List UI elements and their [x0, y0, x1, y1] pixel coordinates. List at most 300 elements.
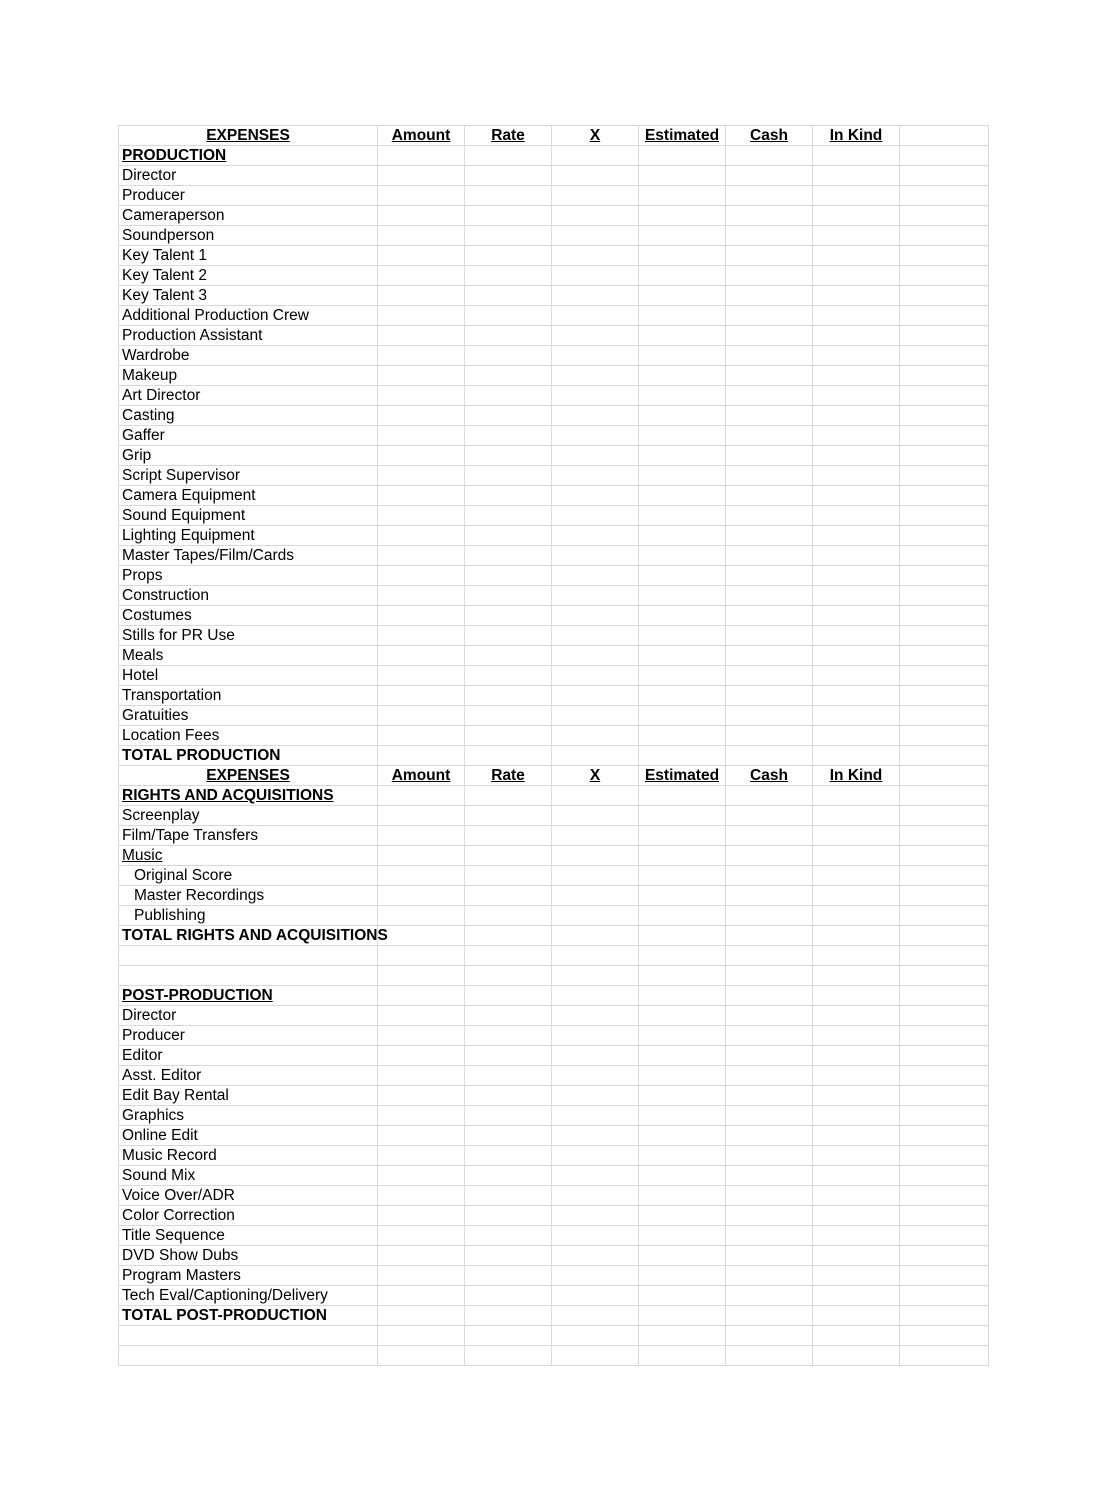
empty-cell[interactable]: [726, 726, 813, 746]
empty-cell[interactable]: [378, 1146, 465, 1166]
empty-cell[interactable]: [900, 846, 989, 866]
empty-cell[interactable]: [639, 206, 726, 226]
empty-cell[interactable]: [813, 606, 900, 626]
empty-cell[interactable]: [726, 966, 813, 986]
empty-cell[interactable]: [813, 366, 900, 386]
empty-cell[interactable]: [900, 1346, 989, 1366]
empty-cell[interactable]: [465, 226, 552, 246]
empty-cell[interactable]: [378, 866, 465, 886]
empty-cell[interactable]: [552, 526, 639, 546]
empty-cell[interactable]: [378, 346, 465, 366]
empty-cell[interactable]: [378, 606, 465, 626]
empty-cell[interactable]: [552, 1306, 639, 1326]
empty-cell[interactable]: [465, 526, 552, 546]
empty-cell[interactable]: [813, 1186, 900, 1206]
empty-cell[interactable]: [900, 226, 989, 246]
empty-cell[interactable]: [900, 1046, 989, 1066]
empty-cell[interactable]: [552, 706, 639, 726]
empty-cell[interactable]: [726, 206, 813, 226]
empty-cell[interactable]: [378, 426, 465, 446]
empty-cell[interactable]: [900, 566, 989, 586]
empty-cell[interactable]: [552, 306, 639, 326]
empty-cell[interactable]: [552, 726, 639, 746]
empty-cell[interactable]: [813, 546, 900, 566]
empty-cell[interactable]: [465, 1026, 552, 1046]
empty-cell[interactable]: [813, 386, 900, 406]
empty-cell[interactable]: [813, 1126, 900, 1146]
empty-cell[interactable]: [552, 1146, 639, 1166]
empty-cell[interactable]: [900, 126, 989, 146]
empty-cell[interactable]: [813, 286, 900, 306]
empty-cell[interactable]: [378, 1086, 465, 1106]
empty-cell[interactable]: [639, 1046, 726, 1066]
empty-cell[interactable]: [378, 906, 465, 926]
empty-cell[interactable]: [552, 1046, 639, 1066]
empty-cell[interactable]: [552, 746, 639, 766]
empty-cell[interactable]: [465, 306, 552, 326]
empty-cell[interactable]: [726, 466, 813, 486]
empty-cell[interactable]: [726, 1226, 813, 1246]
empty-cell[interactable]: [813, 446, 900, 466]
empty-cell[interactable]: [639, 846, 726, 866]
empty-cell[interactable]: [813, 1026, 900, 1046]
empty-cell[interactable]: [552, 286, 639, 306]
empty-cell[interactable]: [813, 1266, 900, 1286]
empty-cell[interactable]: [465, 246, 552, 266]
empty-cell[interactable]: [378, 926, 465, 946]
empty-cell[interactable]: [552, 1106, 639, 1126]
empty-cell[interactable]: [378, 1326, 465, 1346]
empty-cell[interactable]: [726, 1266, 813, 1286]
empty-cell[interactable]: [552, 1326, 639, 1346]
empty-cell[interactable]: [813, 166, 900, 186]
empty-cell[interactable]: [726, 446, 813, 466]
empty-cell[interactable]: [465, 966, 552, 986]
empty-cell[interactable]: [465, 1146, 552, 1166]
empty-cell[interactable]: [465, 806, 552, 826]
empty-cell[interactable]: [552, 146, 639, 166]
empty-cell[interactable]: [552, 1206, 639, 1226]
empty-cell[interactable]: [726, 286, 813, 306]
empty-cell[interactable]: [465, 986, 552, 1006]
empty-cell[interactable]: [726, 606, 813, 626]
empty-cell[interactable]: [639, 366, 726, 386]
empty-cell[interactable]: [639, 406, 726, 426]
empty-cell[interactable]: [726, 886, 813, 906]
empty-cell[interactable]: [726, 1046, 813, 1066]
empty-cell[interactable]: [639, 926, 726, 946]
empty-cell[interactable]: [813, 566, 900, 586]
empty-cell[interactable]: [465, 266, 552, 286]
empty-cell[interactable]: [900, 1066, 989, 1086]
empty-cell[interactable]: [726, 1186, 813, 1206]
empty-cell[interactable]: [465, 826, 552, 846]
empty-cell[interactable]: [726, 1346, 813, 1366]
empty-cell[interactable]: [900, 326, 989, 346]
empty-cell[interactable]: [552, 386, 639, 406]
empty-cell[interactable]: [900, 446, 989, 466]
empty-cell[interactable]: [465, 1126, 552, 1146]
empty-cell[interactable]: [813, 866, 900, 886]
empty-cell[interactable]: [726, 646, 813, 666]
empty-cell[interactable]: [639, 1186, 726, 1206]
empty-cell[interactable]: [639, 746, 726, 766]
empty-cell[interactable]: [726, 1086, 813, 1106]
empty-cell[interactable]: [378, 386, 465, 406]
empty-cell[interactable]: [726, 146, 813, 166]
empty-cell[interactable]: [900, 1326, 989, 1346]
empty-cell[interactable]: [378, 466, 465, 486]
empty-cell[interactable]: [813, 846, 900, 866]
empty-cell[interactable]: [552, 1026, 639, 1046]
empty-cell[interactable]: [552, 1066, 639, 1086]
empty-cell[interactable]: [378, 726, 465, 746]
empty-cell[interactable]: [726, 586, 813, 606]
empty-cell[interactable]: [465, 1286, 552, 1306]
empty-cell[interactable]: [900, 1206, 989, 1226]
empty-cell[interactable]: [726, 866, 813, 886]
empty-cell[interactable]: [726, 1006, 813, 1026]
empty-cell[interactable]: [726, 1026, 813, 1046]
empty-cell[interactable]: [900, 166, 989, 186]
empty-cell[interactable]: [813, 1346, 900, 1366]
empty-cell[interactable]: [552, 1286, 639, 1306]
empty-cell[interactable]: [639, 1146, 726, 1166]
empty-cell[interactable]: [378, 1026, 465, 1046]
empty-cell[interactable]: [726, 986, 813, 1006]
empty-cell[interactable]: [726, 946, 813, 966]
empty-cell[interactable]: [378, 846, 465, 866]
empty-cell[interactable]: [552, 1166, 639, 1186]
empty-cell[interactable]: [465, 606, 552, 626]
empty-cell[interactable]: [465, 346, 552, 366]
empty-cell[interactable]: [813, 486, 900, 506]
empty-cell[interactable]: [813, 706, 900, 726]
empty-cell[interactable]: [813, 1046, 900, 1066]
empty-cell[interactable]: [465, 1206, 552, 1226]
empty-cell[interactable]: [813, 686, 900, 706]
empty-cell[interactable]: [639, 166, 726, 186]
empty-cell[interactable]: [552, 966, 639, 986]
empty-cell[interactable]: [900, 1186, 989, 1206]
empty-cell[interactable]: [726, 846, 813, 866]
empty-cell[interactable]: [900, 366, 989, 386]
empty-cell[interactable]: [465, 946, 552, 966]
empty-cell[interactable]: [465, 446, 552, 466]
empty-cell[interactable]: [900, 606, 989, 626]
empty-cell[interactable]: [900, 266, 989, 286]
empty-cell[interactable]: [726, 1066, 813, 1086]
empty-cell[interactable]: [639, 1006, 726, 1026]
empty-cell[interactable]: [900, 966, 989, 986]
empty-cell[interactable]: [552, 586, 639, 606]
empty-cell[interactable]: [465, 506, 552, 526]
empty-cell[interactable]: [900, 906, 989, 926]
empty-cell[interactable]: [900, 626, 989, 646]
empty-cell[interactable]: [378, 946, 465, 966]
empty-cell[interactable]: [813, 1306, 900, 1326]
empty-cell[interactable]: [813, 666, 900, 686]
empty-cell[interactable]: [378, 246, 465, 266]
empty-cell[interactable]: [552, 1226, 639, 1246]
empty-cell[interactable]: [813, 906, 900, 926]
empty-cell[interactable]: [639, 586, 726, 606]
empty-cell[interactable]: [813, 1286, 900, 1306]
empty-cell[interactable]: [639, 226, 726, 246]
empty-cell[interactable]: [552, 346, 639, 366]
empty-cell[interactable]: [900, 426, 989, 446]
empty-cell[interactable]: [465, 286, 552, 306]
empty-cell[interactable]: [378, 446, 465, 466]
empty-cell[interactable]: [726, 1286, 813, 1306]
empty-cell[interactable]: [552, 826, 639, 846]
empty-cell[interactable]: [378, 366, 465, 386]
empty-cell[interactable]: [465, 366, 552, 386]
empty-cell[interactable]: [639, 1306, 726, 1326]
empty-cell[interactable]: [639, 526, 726, 546]
empty-cell[interactable]: [900, 686, 989, 706]
empty-cell[interactable]: [552, 926, 639, 946]
empty-cell[interactable]: [639, 1246, 726, 1266]
empty-cell[interactable]: [552, 566, 639, 586]
empty-cell[interactable]: [639, 566, 726, 586]
empty-cell[interactable]: [900, 346, 989, 366]
empty-cell[interactable]: [378, 1006, 465, 1026]
empty-cell[interactable]: [639, 666, 726, 686]
empty-cell[interactable]: [378, 286, 465, 306]
empty-cell[interactable]: [639, 286, 726, 306]
empty-cell[interactable]: [378, 1046, 465, 1066]
empty-cell[interactable]: [552, 506, 639, 526]
empty-cell[interactable]: [639, 726, 726, 746]
empty-cell[interactable]: [900, 206, 989, 226]
empty-cell[interactable]: [900, 746, 989, 766]
empty-cell[interactable]: [378, 306, 465, 326]
empty-cell[interactable]: [552, 606, 639, 626]
empty-cell[interactable]: [726, 786, 813, 806]
empty-cell[interactable]: [813, 306, 900, 326]
empty-cell[interactable]: [552, 946, 639, 966]
empty-cell[interactable]: [900, 706, 989, 726]
empty-cell[interactable]: [552, 226, 639, 246]
empty-cell[interactable]: [465, 586, 552, 606]
empty-cell[interactable]: [813, 646, 900, 666]
empty-cell[interactable]: [900, 986, 989, 1006]
empty-cell[interactable]: [900, 506, 989, 526]
empty-cell[interactable]: [465, 1266, 552, 1286]
empty-cell[interactable]: [900, 1306, 989, 1326]
empty-cell[interactable]: [900, 466, 989, 486]
empty-cell[interactable]: [465, 1346, 552, 1366]
empty-cell[interactable]: [726, 326, 813, 346]
empty-cell[interactable]: [465, 1086, 552, 1106]
empty-cell[interactable]: [465, 746, 552, 766]
empty-cell[interactable]: [639, 446, 726, 466]
empty-cell[interactable]: [465, 906, 552, 926]
empty-cell[interactable]: [900, 1026, 989, 1046]
empty-cell[interactable]: [378, 1166, 465, 1186]
empty-cell[interactable]: [552, 686, 639, 706]
empty-cell[interactable]: [465, 726, 552, 746]
empty-cell[interactable]: [900, 1226, 989, 1246]
empty-cell[interactable]: [726, 386, 813, 406]
empty-cell[interactable]: [639, 426, 726, 446]
empty-cell[interactable]: [639, 706, 726, 726]
empty-cell[interactable]: [378, 1266, 465, 1286]
empty-cell[interactable]: [552, 406, 639, 426]
empty-cell[interactable]: [813, 986, 900, 1006]
empty-cell[interactable]: [813, 206, 900, 226]
empty-cell[interactable]: [552, 666, 639, 686]
empty-cell[interactable]: [378, 166, 465, 186]
empty-cell[interactable]: [378, 666, 465, 686]
empty-cell[interactable]: [552, 206, 639, 226]
empty-cell[interactable]: [726, 486, 813, 506]
empty-cell[interactable]: [552, 1246, 639, 1266]
empty-cell[interactable]: [813, 1166, 900, 1186]
empty-cell[interactable]: [639, 1326, 726, 1346]
empty-cell[interactable]: [639, 486, 726, 506]
empty-cell[interactable]: [726, 1246, 813, 1266]
empty-cell[interactable]: [813, 966, 900, 986]
empty-cell[interactable]: [726, 406, 813, 426]
empty-cell[interactable]: [378, 546, 465, 566]
empty-cell[interactable]: [813, 406, 900, 426]
empty-cell[interactable]: [465, 846, 552, 866]
empty-cell[interactable]: [465, 186, 552, 206]
empty-cell[interactable]: [900, 526, 989, 546]
empty-cell[interactable]: [726, 426, 813, 446]
empty-cell[interactable]: [900, 186, 989, 206]
empty-cell[interactable]: [465, 1326, 552, 1346]
empty-cell[interactable]: [465, 1226, 552, 1246]
empty-cell[interactable]: [726, 1306, 813, 1326]
empty-cell[interactable]: [639, 266, 726, 286]
empty-cell[interactable]: [552, 1266, 639, 1286]
empty-cell[interactable]: [552, 186, 639, 206]
empty-cell[interactable]: [552, 806, 639, 826]
empty-cell[interactable]: [465, 206, 552, 226]
empty-cell[interactable]: [726, 926, 813, 946]
empty-cell[interactable]: [465, 406, 552, 426]
empty-cell[interactable]: [900, 1286, 989, 1306]
empty-cell[interactable]: [639, 246, 726, 266]
empty-cell[interactable]: [639, 1346, 726, 1366]
empty-cell[interactable]: [639, 1026, 726, 1046]
empty-cell[interactable]: [378, 826, 465, 846]
empty-cell[interactable]: [639, 1206, 726, 1226]
empty-cell[interactable]: [378, 1286, 465, 1306]
empty-cell[interactable]: [900, 586, 989, 606]
empty-cell[interactable]: [900, 926, 989, 946]
empty-cell[interactable]: [900, 646, 989, 666]
empty-cell[interactable]: [465, 646, 552, 666]
empty-cell[interactable]: [813, 346, 900, 366]
empty-cell[interactable]: [639, 606, 726, 626]
empty-cell[interactable]: [465, 146, 552, 166]
empty-cell[interactable]: [465, 426, 552, 446]
empty-cell[interactable]: [465, 866, 552, 886]
empty-cell[interactable]: [378, 1306, 465, 1326]
empty-cell[interactable]: [813, 946, 900, 966]
empty-cell[interactable]: [465, 326, 552, 346]
empty-cell[interactable]: [552, 366, 639, 386]
empty-cell[interactable]: [465, 1246, 552, 1266]
empty-cell[interactable]: [813, 1326, 900, 1346]
empty-cell[interactable]: [552, 546, 639, 566]
empty-cell[interactable]: [639, 966, 726, 986]
empty-cell[interactable]: [465, 1066, 552, 1086]
empty-cell[interactable]: [552, 626, 639, 646]
empty-cell[interactable]: [465, 666, 552, 686]
empty-cell[interactable]: [639, 946, 726, 966]
empty-cell[interactable]: [726, 906, 813, 926]
empty-cell[interactable]: [813, 1006, 900, 1026]
empty-cell[interactable]: [813, 1066, 900, 1086]
empty-cell[interactable]: [552, 1186, 639, 1206]
empty-cell[interactable]: [552, 326, 639, 346]
empty-cell[interactable]: [900, 1106, 989, 1126]
empty-cell[interactable]: [552, 166, 639, 186]
empty-cell[interactable]: [813, 186, 900, 206]
empty-cell[interactable]: [813, 1226, 900, 1246]
empty-cell[interactable]: [639, 346, 726, 366]
empty-cell[interactable]: [813, 886, 900, 906]
empty-cell[interactable]: [552, 426, 639, 446]
empty-cell[interactable]: [378, 526, 465, 546]
empty-cell[interactable]: [900, 786, 989, 806]
empty-cell[interactable]: [900, 886, 989, 906]
empty-cell[interactable]: [726, 266, 813, 286]
empty-cell[interactable]: [726, 1126, 813, 1146]
empty-cell[interactable]: [639, 326, 726, 346]
empty-cell[interactable]: [900, 306, 989, 326]
empty-cell[interactable]: [378, 626, 465, 646]
empty-cell[interactable]: [378, 1206, 465, 1226]
empty-cell[interactable]: [552, 866, 639, 886]
empty-cell[interactable]: [639, 866, 726, 886]
empty-cell[interactable]: [813, 506, 900, 526]
empty-cell[interactable]: [726, 746, 813, 766]
empty-cell[interactable]: [900, 1146, 989, 1166]
empty-cell[interactable]: [900, 546, 989, 566]
empty-cell[interactable]: [900, 826, 989, 846]
empty-cell[interactable]: [378, 1106, 465, 1126]
empty-cell[interactable]: [813, 726, 900, 746]
empty-cell[interactable]: [813, 826, 900, 846]
empty-cell[interactable]: [552, 486, 639, 506]
empty-cell[interactable]: [639, 826, 726, 846]
empty-cell[interactable]: [552, 886, 639, 906]
empty-cell[interactable]: [639, 786, 726, 806]
empty-cell[interactable]: [726, 826, 813, 846]
empty-cell[interactable]: [639, 986, 726, 1006]
empty-cell[interactable]: [639, 1266, 726, 1286]
empty-cell[interactable]: [813, 1106, 900, 1126]
empty-cell[interactable]: [378, 646, 465, 666]
empty-cell[interactable]: [465, 166, 552, 186]
empty-cell[interactable]: [465, 626, 552, 646]
empty-cell[interactable]: [552, 786, 639, 806]
empty-cell[interactable]: [900, 386, 989, 406]
empty-cell[interactable]: [726, 186, 813, 206]
empty-cell[interactable]: [813, 226, 900, 246]
empty-cell[interactable]: [378, 966, 465, 986]
empty-cell[interactable]: [813, 1246, 900, 1266]
empty-cell[interactable]: [726, 226, 813, 246]
empty-cell[interactable]: [465, 786, 552, 806]
empty-cell[interactable]: [378, 786, 465, 806]
